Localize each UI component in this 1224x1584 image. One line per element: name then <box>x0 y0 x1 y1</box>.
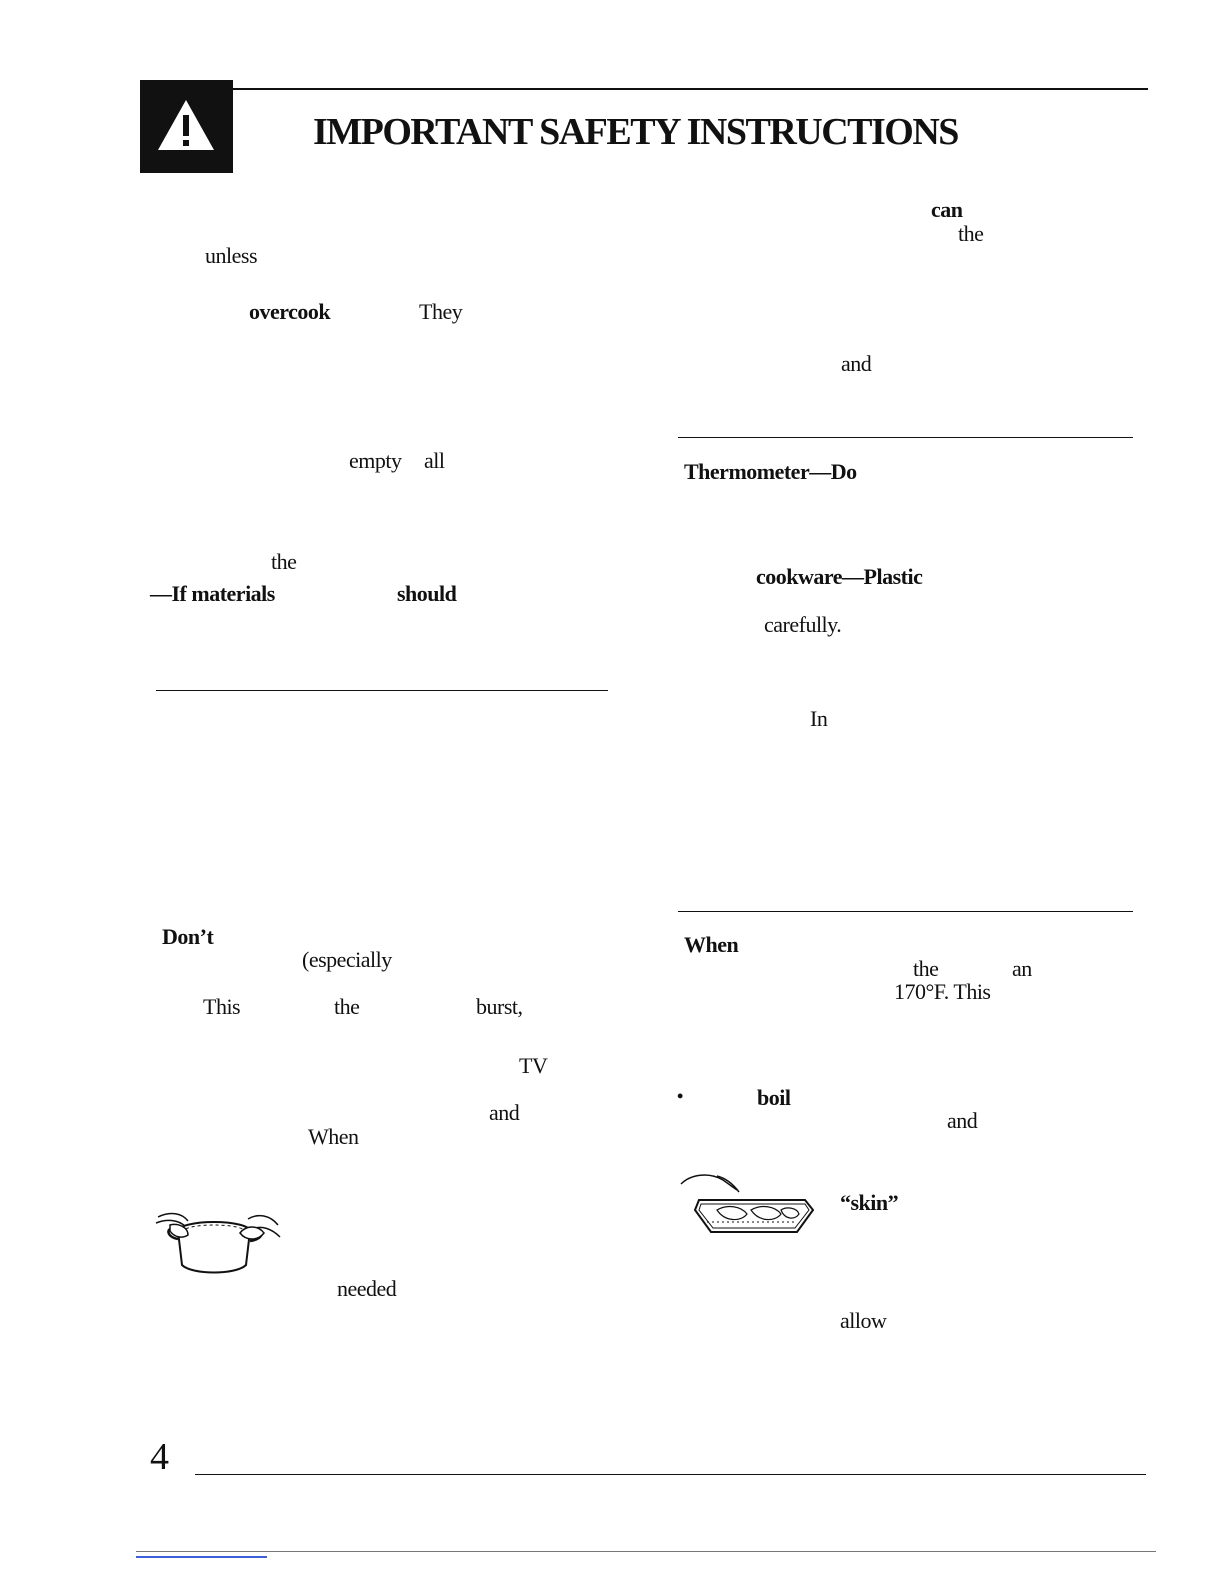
text-fragment: empty <box>349 448 402 473</box>
text-fragment: the <box>913 956 939 981</box>
warning-badge <box>140 80 233 173</box>
section-divider <box>678 911 1133 912</box>
text-fragment-bold: Don’t <box>162 924 214 949</box>
pot-with-oven-mitts-illustration <box>152 1203 282 1286</box>
header-rule <box>228 88 1148 90</box>
baking-dish-illustration <box>677 1170 817 1245</box>
text-fragment-bold: should <box>397 581 457 606</box>
text-fragment-bold: cookware—Plastic <box>756 564 923 589</box>
text-fragment: In <box>810 706 828 731</box>
section-divider <box>678 437 1133 438</box>
text-fragment: the <box>271 549 297 574</box>
text-fragment: and <box>841 351 872 376</box>
text-fragment: and <box>947 1108 978 1133</box>
section-divider <box>156 690 608 691</box>
text-fragment-bold: can <box>931 197 963 222</box>
text-fragment: all <box>424 448 445 473</box>
bottom-border <box>136 1551 1156 1552</box>
text-fragment: and <box>489 1100 520 1125</box>
text-fragment: 170°F. This <box>894 979 991 1004</box>
text-fragment: unless <box>205 243 257 268</box>
page-number: 4 <box>150 1436 169 1478</box>
text-fragment: needed <box>337 1276 397 1301</box>
text-fragment-bold: boil <box>757 1085 791 1110</box>
text-fragment: the <box>334 994 360 1019</box>
text-fragment: They <box>419 299 463 324</box>
text-fragment: the <box>958 221 984 246</box>
text-fragment: This <box>203 994 241 1019</box>
page-title: IMPORTANT SAFETY INSTRUCTIONS <box>313 111 958 153</box>
text-fragment-bold: “skin” <box>840 1190 899 1215</box>
warning-triangle-icon <box>140 80 233 173</box>
text-fragment: (especially <box>302 947 392 972</box>
text-fragment: TV <box>519 1053 548 1078</box>
text-fragment: an <box>1012 956 1032 981</box>
text-fragment: allow <box>840 1308 887 1333</box>
text-fragment-bold: When <box>684 932 739 957</box>
text-fragment-bold: overcook <box>249 299 331 324</box>
text-fragment-bold: Thermometer—Do <box>684 459 857 484</box>
text-fragment-bold: —If materials <box>150 581 275 606</box>
text-fragment: carefully. <box>764 612 842 637</box>
link-underline <box>136 1556 267 1558</box>
text-fragment: When <box>308 1124 359 1149</box>
footer-divider <box>195 1474 1146 1475</box>
bullet-point: • <box>677 1086 683 1106</box>
text-fragment: burst, <box>476 994 523 1019</box>
